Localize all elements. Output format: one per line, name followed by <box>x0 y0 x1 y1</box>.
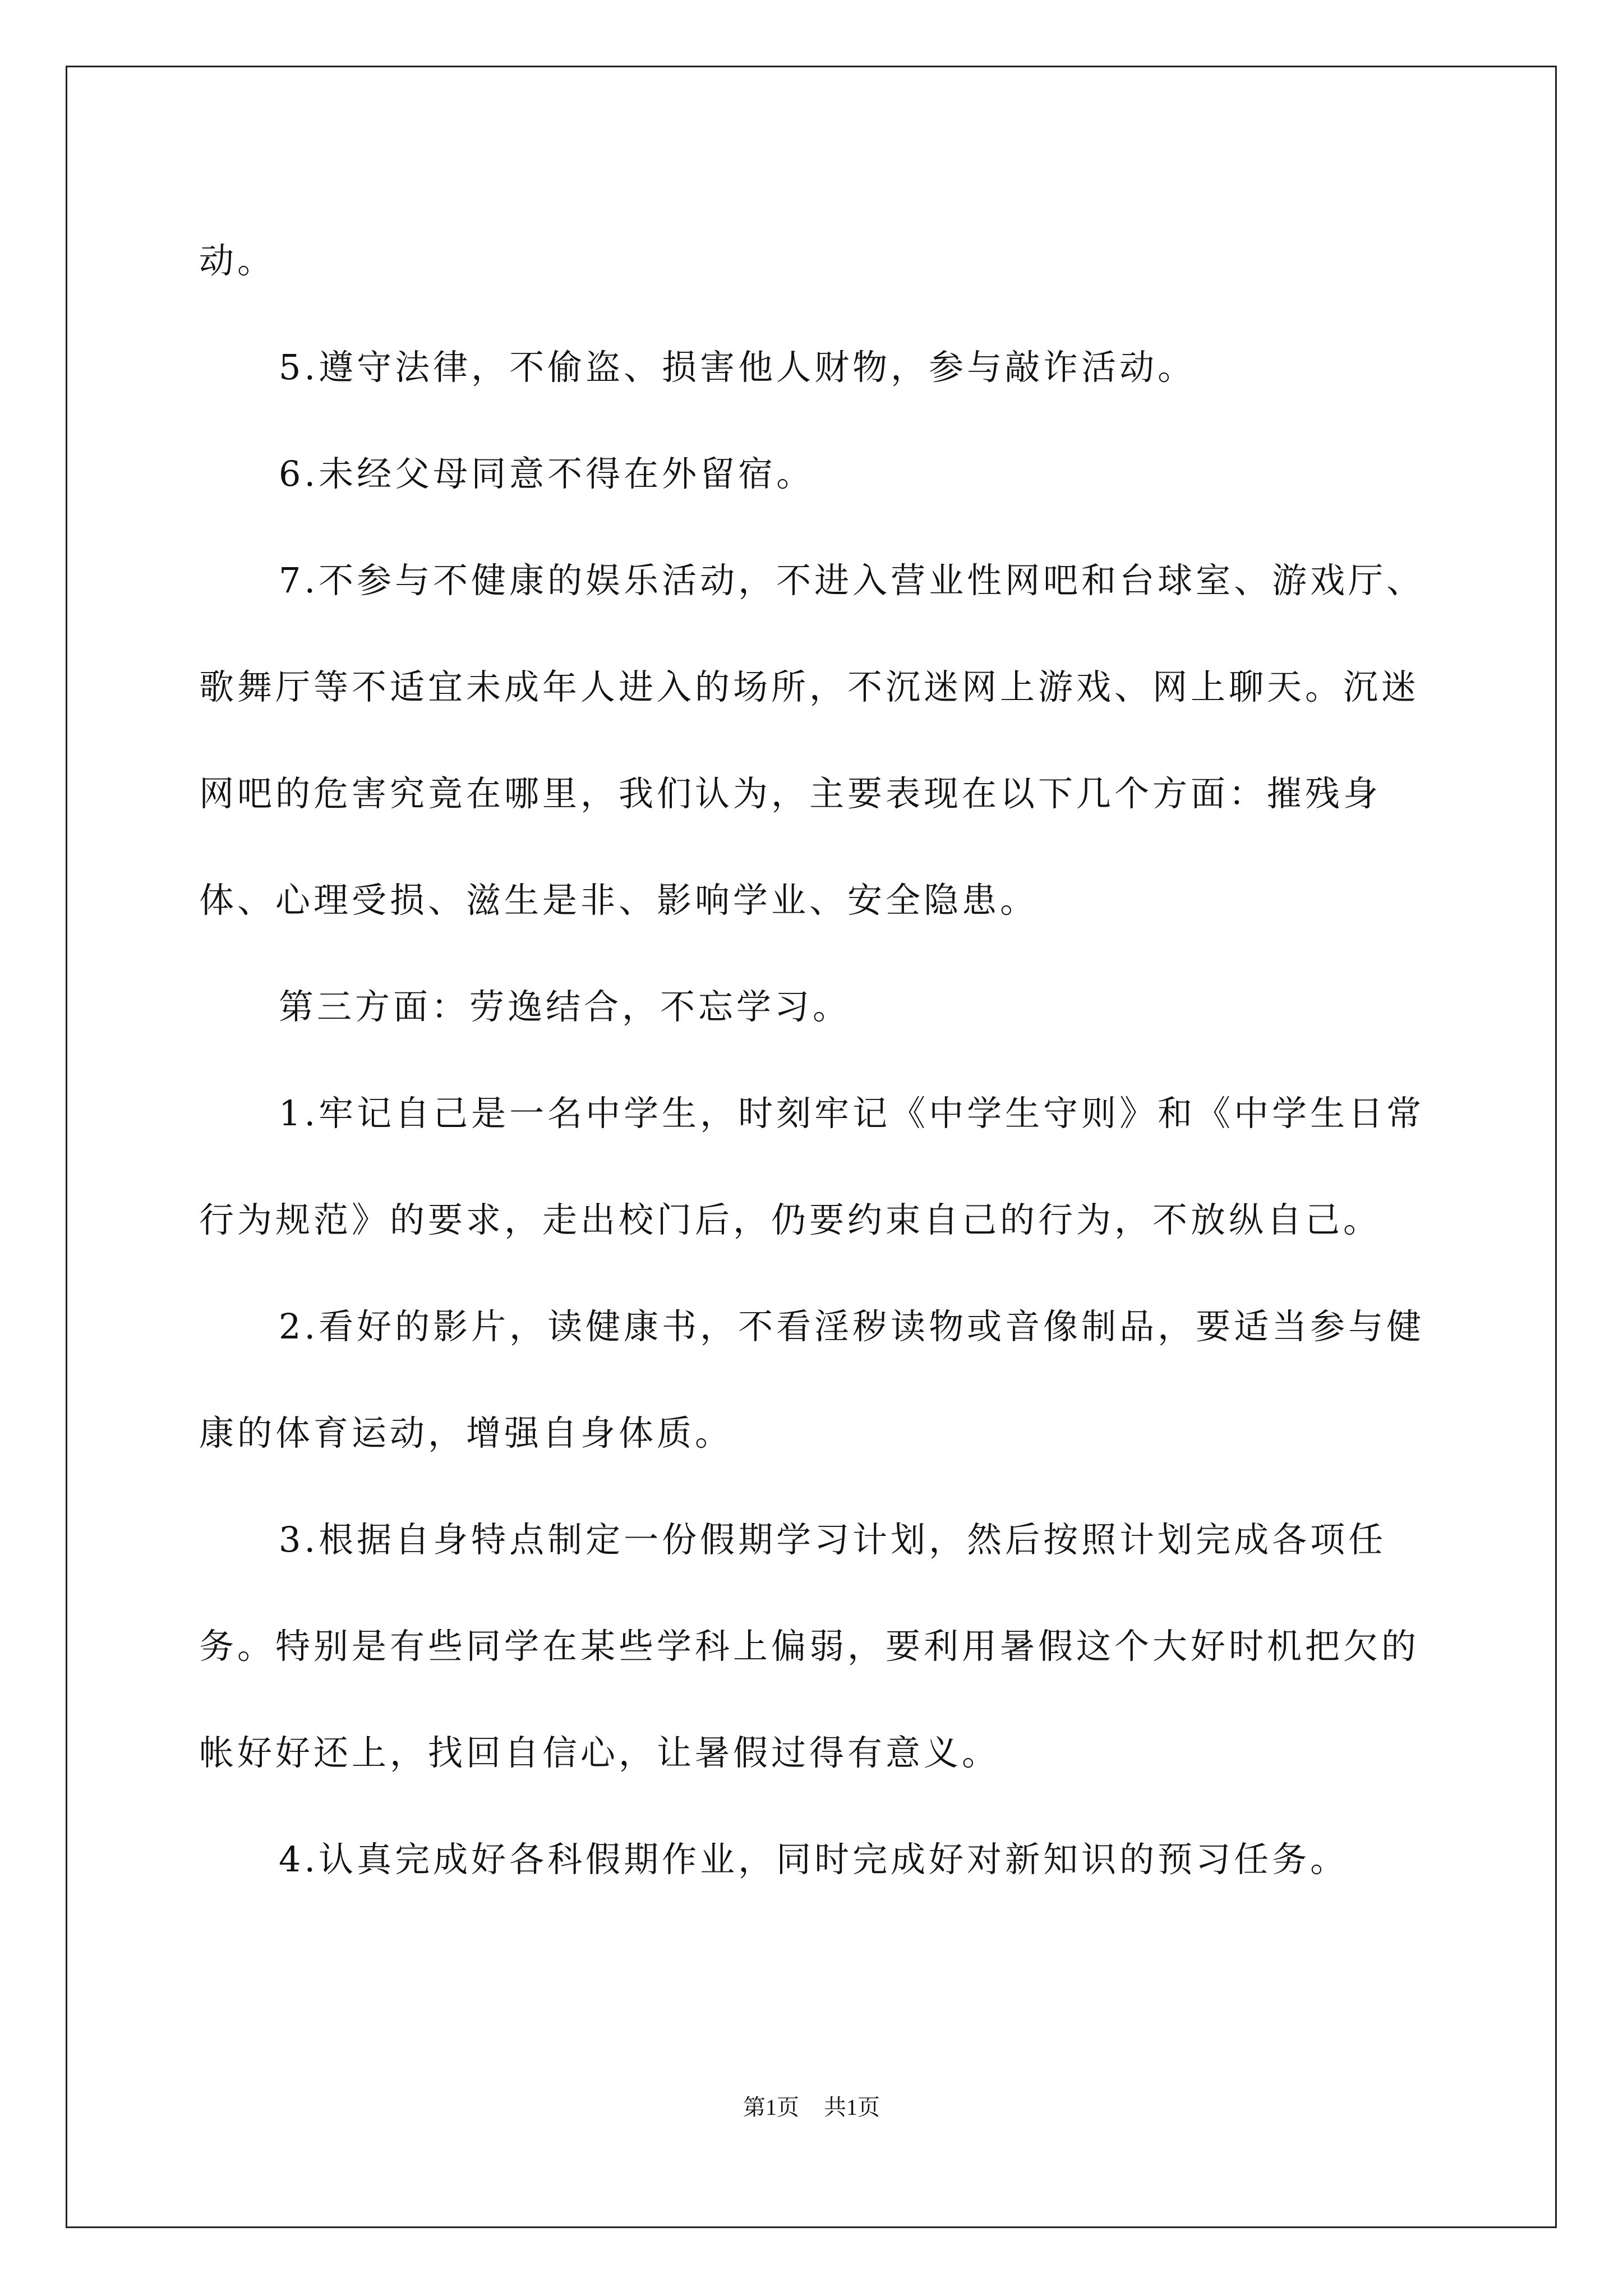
paragraph-item-4: 4.认真完成好各科假期作业，同时完成好对新知识的预习任务。 <box>279 1839 1349 1880</box>
section-heading-third: 第三方面：劳逸结合，不忘学习。 <box>279 986 851 1027</box>
paragraph-item-6: 6.未经父母同意不得在外留宿。 <box>279 453 815 494</box>
page-number: 第1页 <box>743 2095 799 2120</box>
paragraph-item-3: 3.根据自身特点制定一份假期学习计划，然后按照计划完成各项任务。特别是有些同学在某些学科上偏弱，要利用暑假这个大好时机把欠的帐好好还上，找回自信心，让暑假过得有意义。 <box>199 1519 1420 1773</box>
document-body <box>199 208 1430 1913</box>
page-footer <box>0 2090 1623 2122</box>
paragraph-item-7: 7.不参与不健康的娱乐活动，不进入营业性网吧和台球室、游戏厅、歌舞厅等不适宜未成年人进入的场所，不沉迷网上游戏、网上聊天。沉迷网吧的危害究竟在哪里，我们认为，主要表现在以下几个方面：摧残身体、心理受损、滋生是非、影响学业、安全隐患。 <box>199 560 1425 921</box>
paragraph-item-1: 1.牢记自己是一名中学生，时刻牢记《中学生守则》和《中学生日常行为规范》的要求，走出校门后，仍要约束自己的行为，不放纵自己。 <box>199 1093 1425 1240</box>
paragraph-continuation: 动。 <box>199 240 276 281</box>
paragraph-item-5: 5.遵守法律，不偷盗、损害他人财物，参与敲诈活动。 <box>279 347 1196 388</box>
paragraph-item-2: 2.看好的影片，读健康书，不看淫秽读物或音像制品，要适当参与健康的体育运动，增强自身体质。 <box>199 1306 1425 1453</box>
page-total: 共1页 <box>824 2095 880 2120</box>
